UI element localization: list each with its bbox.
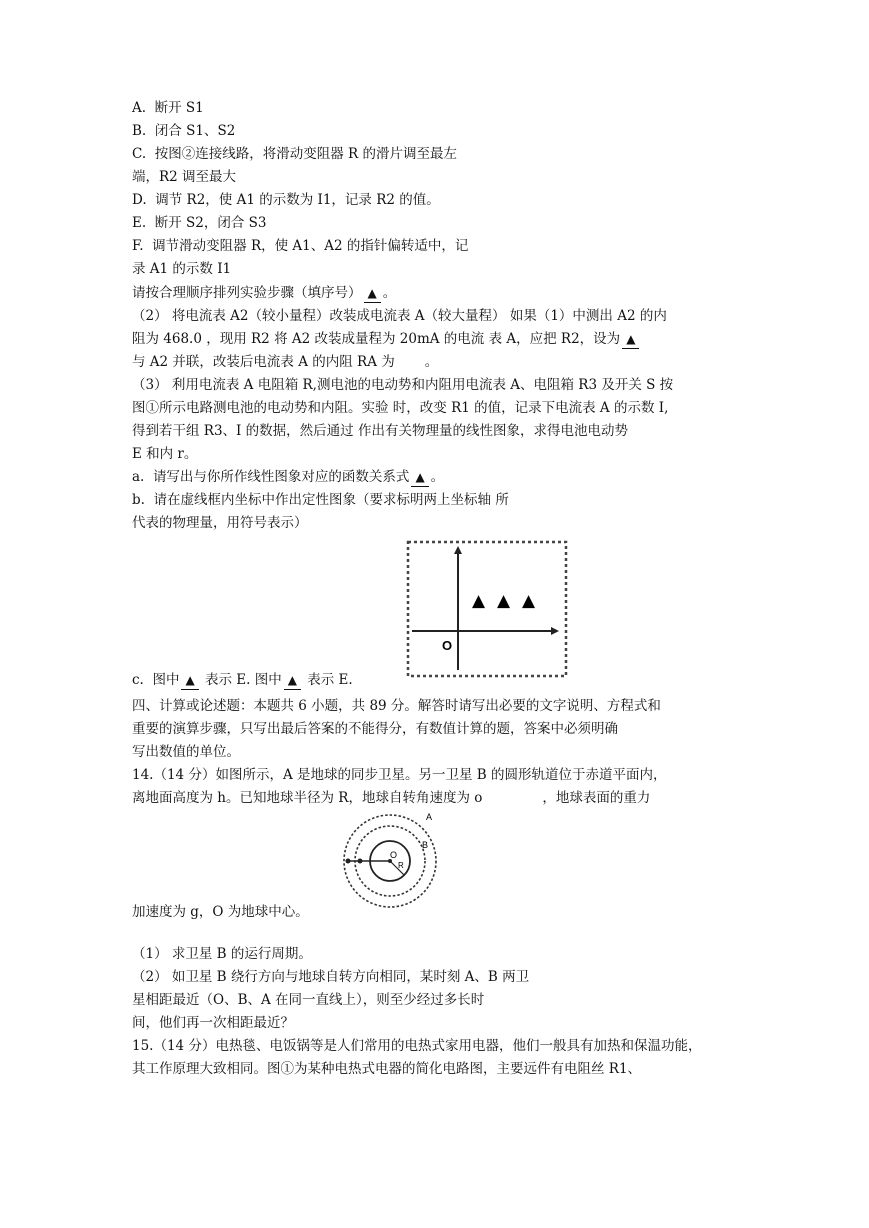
section4-line2: 重要的演算步骤，只写出最后答案的不能得分，有数值计算的题，答案中必须明确 [132,721,618,737]
origin-label: O [442,638,453,653]
section4-line1: 四、计算或论述题：本题共 6 小题，共 89 分。解答时请写出必要的文字说明、方程式和 [132,698,661,714]
part2-line1: （2） 将电流表 A2（较小量程）改装成电流表 A（较大量程） 如果（1）中测出 A2 的内 [132,308,667,324]
step-e: E. 断开 S2，闭合 S3 [132,215,267,231]
answer-blank: ▲ [181,671,198,690]
q14-q2b: 星相距最近（O、B、A 在同一直线上），则至少经过多长时 [132,992,485,1008]
y-axis-arrow [454,546,462,554]
label-o: O [390,850,398,860]
graph-mark: ▲ [497,591,511,611]
step-d: D. 调节 R2，使 A1 的示数为 I1，记录 R2 的值。 [132,192,440,208]
satellite-b-dot [358,859,363,864]
part3-line1: （3） 利用电流表 A 电阻箱 R,测电池的电动势和内阻用电流表 A、电阻箱 R3 及开关 S 按 [132,377,674,393]
order-prompt: 请按合理顺序排列实验步骤（填序号） ▲ 。 [132,285,397,301]
q14-q1: （1） 求卫星 B 的运行周期。 [132,946,312,962]
q14-line2: 离地面高度为 h。已知地球半径为 R，地球自转角速度为 o ，地球表面的重力 [132,790,651,806]
q15-line1: 15.（14 分）电热毯、电饭锅等是人们常用的电热式家用电器，他们一般具有加热和保温功能， [132,1038,702,1054]
answer-blank: ▲ [622,330,639,349]
part3-b-cont: 代表的物理量，用符号表示） [132,515,308,531]
part3-line3: 得到若干组 R3、I 的数据，然后通过 作出有关物理量的线性图象，求得电池电动势 [132,423,628,439]
step-f-cont: 录 A1 的示数 I1 [132,261,232,277]
q14-line1: 14.（14 分）如图所示，A 是地球的同步卫星。另一卫星 B 的圆形轨道位于赤道平面内， [132,767,667,783]
part3-line4: E 和内 r。 [132,446,198,462]
part3-line2: 图①所示电路测电池的电动势和内阻。实验 时，改变 R1 的值，记录下电流表 A 的示数 I, [132,400,669,416]
orbit-figure [340,806,440,920]
label-b: B [422,840,429,850]
label-r: R [398,861,404,870]
part3-a: a. 请写出与你所作线性图象对应的函数关系式 ▲ 。 [132,469,445,485]
graph-figure [406,540,568,678]
satellite-a-dot [346,859,351,864]
part3-b: b. 请在虚线框内坐标中作出定性图象（要求标明两上坐标轴 所 [132,492,509,508]
q14-line3: 加速度为 g，O 为地球中心。 [132,904,309,920]
section4-line3: 写出数值的单位。 [132,744,240,760]
graph-mark: ▲ [472,591,486,611]
x-axis-arrow [551,627,559,635]
part2-line2: 阻为 468.0 ，现用 R2 将 A2 改装成量程为 20mA 的电流 表 A，应把 R2，设为 ▲ [132,330,641,349]
graph-mark: ▲ [522,591,536,611]
q14-q2c: 间，他们再一次相距最近？ [132,1015,294,1031]
answer-blank: ▲ [411,468,428,487]
step-b: B. 闭合 S1、S2 [132,123,236,139]
part2-line3: 与 A2 并联，改装后电流表 A 的内阻 RA 为 。 [132,354,439,370]
step-f: F. 调节滑动变阻器 R，使 A1、A2 的指针偏转适中，记 [132,238,469,254]
dashed-frame [408,542,566,676]
part3-c: c. 图中 ▲ 表示 E. 图中 ▲ 表示 E. [132,672,353,688]
step-c: C. 按图②连接线路，将滑动变阻器 R 的滑片调至最左 [132,146,457,162]
step-a: A. 断开 S1 [132,100,204,116]
answer-blank: ▲ [364,284,381,303]
q15-line2: 其工作原理大致相同。图①为某种电热式电器的简化电路图，主要远件有电阻丝 R1、 [132,1061,642,1077]
answer-blank: ▲ [284,671,301,690]
q14-q2a: （2） 如卫星 B 绕行方向与地球自转方向相同，某时刻 A、B 两卫 [132,969,530,985]
step-c-cont: 端，R2 调至最大 [132,169,237,185]
label-a: A [426,812,433,822]
